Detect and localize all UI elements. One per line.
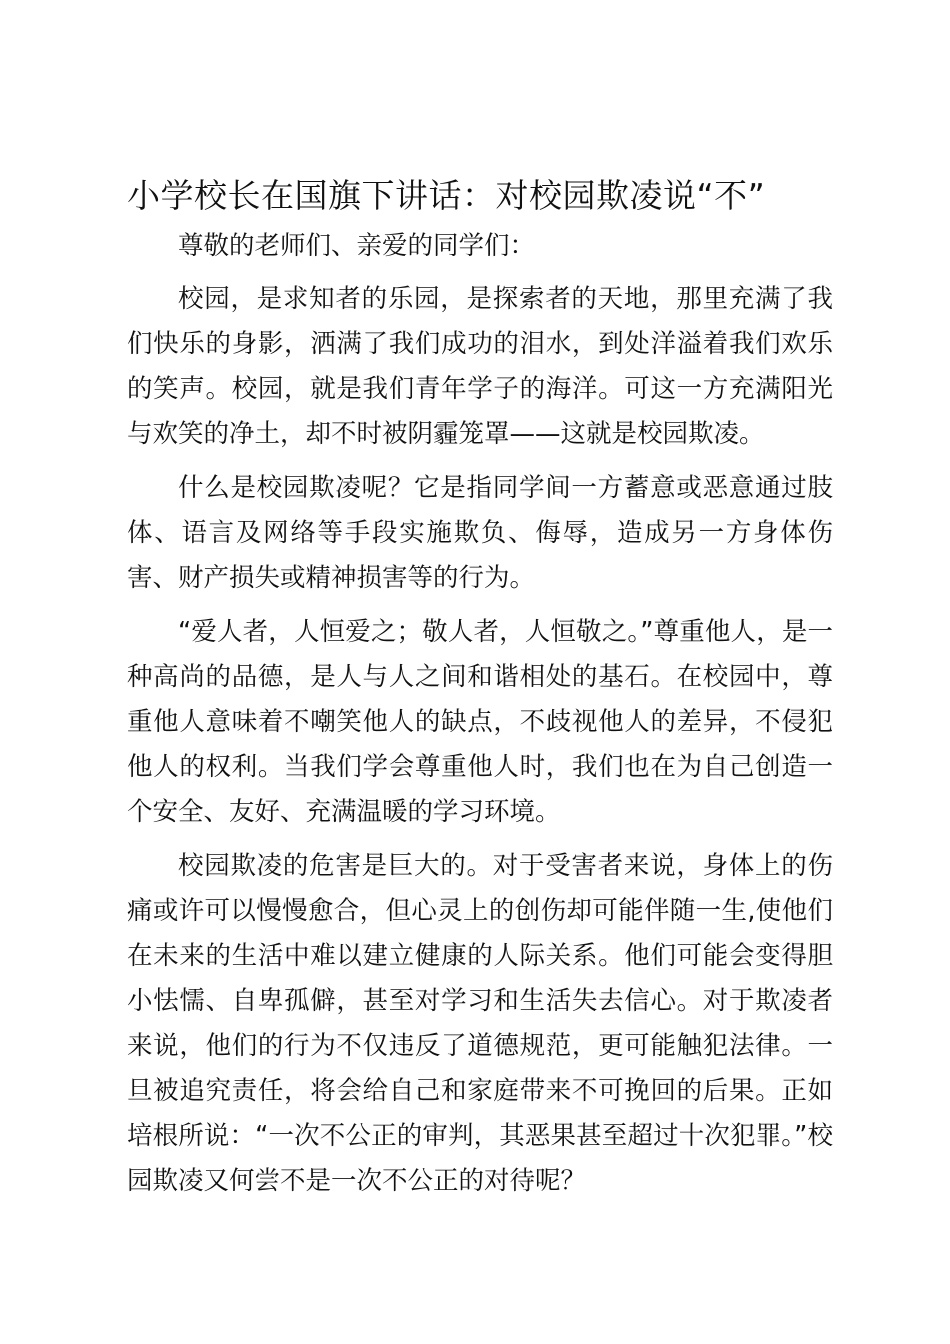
paragraph-campus: 校园，是求知者的乐园，是探索者的天地，那里充满了我们快乐的身影，洒满了我们成功的泪水，到处洋溢着我们欢乐的笑声。校园，就是我们青年学子的海洋。可这一方充满阳光与欢笑的净土，却不时被阴霾笼罩——这就是校园欺凌。 <box>127 284 833 449</box>
paragraph-definition: 什么是校园欺凌呢？它是指同学间一方蓄意或恶意通过肢体、语言及网络等手段实施欺负、侮辱，造成另一方身体伤害、财产损失或精神损害等的行为。 <box>127 473 833 593</box>
document-title: 小学校长在国旗下讲话：对校园欺凌说“不” <box>127 176 766 215</box>
greeting-paragraph: 尊敬的老师们、亲爱的同学们： <box>178 231 536 261</box>
paragraph-respect: “爱人者，人恒爱之；敬人者，人恒敬之。”尊重他人，是一种高尚的品德，是人与人之间和谐相处的基石。在校园中，尊重他人意味着不嘲笑他人的缺点，不歧视他人的差异，不侵犯他人的权利。当我们学会尊重他人时，我们也在为自己创造一个安全、友好、充满温暖的学习环境。 <box>127 617 833 827</box>
paragraph-harm: 校园欺凌的危害是巨大的。对于受害者来说，身体上的伤痛或许可以慢慢愈合，但心灵上的创伤却可能伴随一生,使他们在未来的生活中难以建立健康的人际关系。他们可能会变得胆小怯懦、自卑孤僻，甚至对学习和生活失去信心。对于欺凌者来说，他们的行为不仅违反了道德规范，更可能触犯法律。一旦被追究责任，将会给自己和家庭带来不可挽回的后果。正如培根所说：“一次不公正的审判，其恶果甚至超过十次犯罪。”校园欺凌又何尝不是一次不公正的对待呢？ <box>127 851 833 1196</box>
document-body <box>127 170 833 1204</box>
